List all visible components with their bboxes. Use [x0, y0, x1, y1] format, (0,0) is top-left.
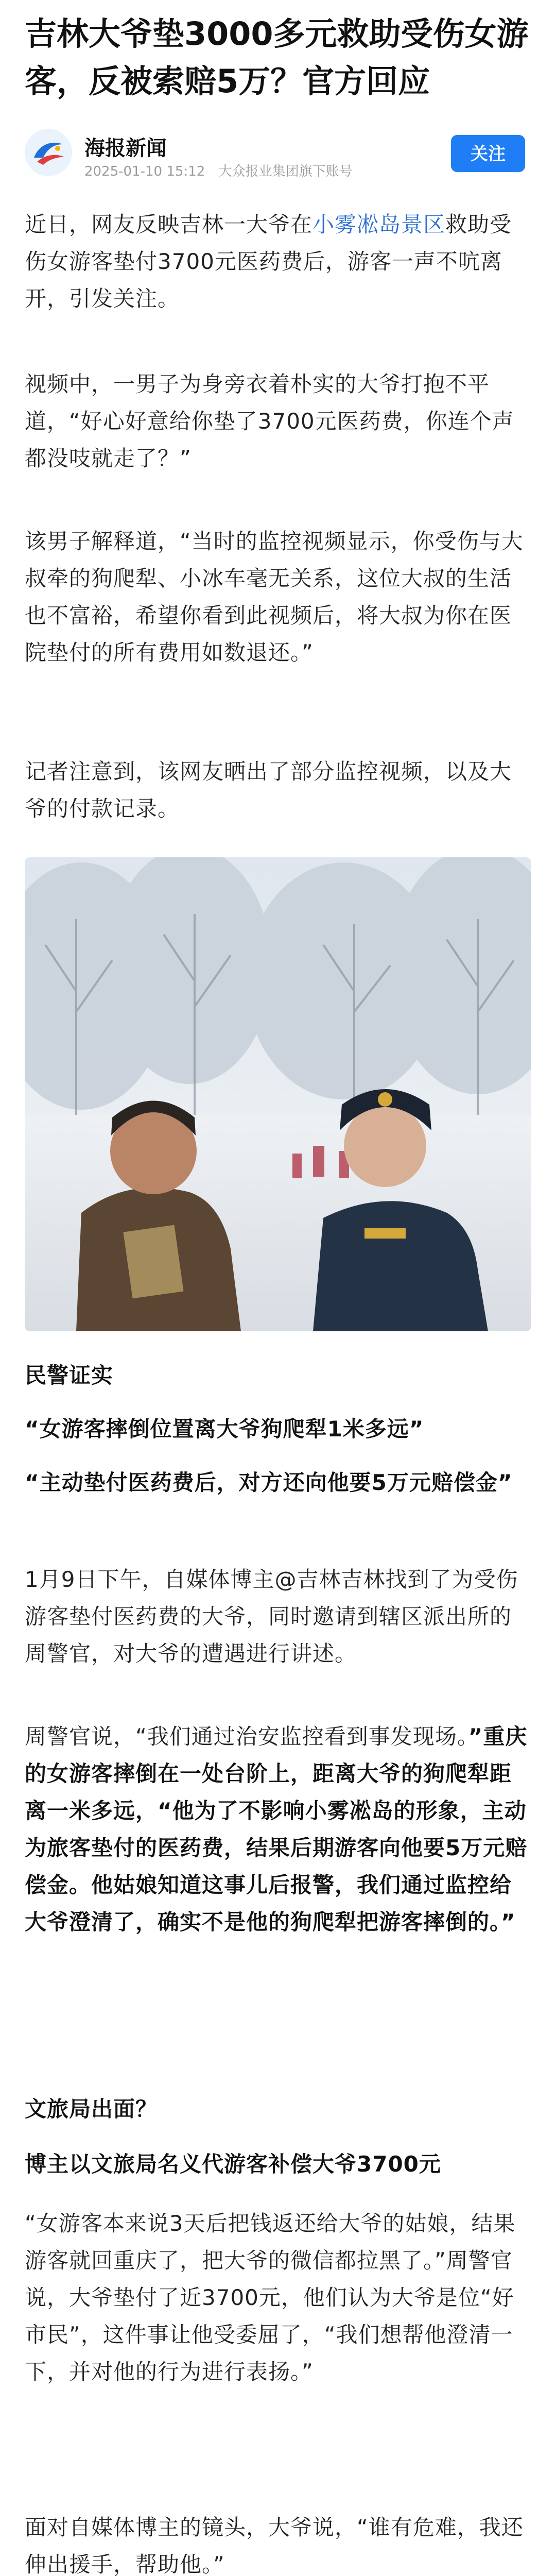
source-note: 大众报业集团旗下账号: [218, 164, 353, 179]
follow-button[interactable]: 关注: [451, 135, 525, 172]
article-title: 吉林大爷垫3000多元救助受伤女游客，反被索赔5万？官方回应: [25, 15, 529, 100]
xiaowusongdao-link[interactable]: 小雾凇岛景区: [312, 212, 446, 237]
section-heading: 文旅局出面？: [25, 2096, 158, 2122]
photo-image: [25, 857, 531, 1331]
paragraph-text: 周警官说，“我们通过治安监控看到事发现场。: [25, 1724, 468, 1749]
section-heading: 民警证实: [25, 1363, 114, 1388]
haibao-news-avatar-icon[interactable]: [25, 129, 72, 176]
paragraph-5: 1月9日下午，自媒体博主@吉林吉林找到了为受伤游客垫付医药费的大爷，同时邀请到辖区派出所的周警官，对大爷的遭遇进行讲述。: [25, 1567, 518, 1666]
paragraph-8: 面对自媒体博主的镜头，大爷说，“谁有危难，我还伸出援手，帮助他。”: [25, 2515, 524, 2576]
paragraph-7: “女游客本来说3天后把钱返还给大爷的姑娘，结果游客就回重庆了，把大爷的微信都拉黑了。”周警官说，大爷垫付了近3700元，他们认为大爷是位“好市民”，这件事让他受委屈了，“我们想帮他澄清一下，并对他的行为进行表扬。”: [25, 2211, 516, 2384]
haibao-news-logo-icon: [25, 129, 72, 176]
subheading: 博主以文旅局名义代游客补偿大爷3700元: [25, 2151, 441, 2177]
paragraph-1: [25, 206, 531, 317]
paragraph-3: 该男子解释道，“当时的监控视频显示，你受伤与大叔牵的狗爬犁、小冰车毫无关系，这位大叔的生活也不富裕，希望你看到此视频后，将大叔为你在医院垫付的所有费用如数退还。”: [25, 529, 524, 665]
paragraph-text: 近日，网友反映吉林一大爷在: [25, 212, 313, 237]
author-bar: [25, 124, 531, 185]
subheading: “女游客摔倒位置离大爷狗爬犁1米多远”: [25, 1416, 424, 1442]
paragraph-2: 视频中，一男子为身旁衣着朴实的大爷打抱不平道，“好心好意给你垫了3700元医药费，你连个声都没吱就走了？”: [25, 371, 514, 471]
subheading: “主动垫付医药费后，对方还向他要5万元赔偿金”: [25, 1470, 513, 1495]
author-name[interactable]: 海报新闻: [84, 137, 167, 160]
paragraph-bold-text: ”重庆的女游客摔倒在一处台阶上，距离大爷的狗爬犁距离一米多远，“他为了不影响小雾凇岛的形象，主动为旅客垫付的医药费，结果后期游客向他要5万元赔偿金。他姑娘知道这事儿后报警，我们通过监控给大爷澄清了，确实不是他的狗爬犁把游客摔倒的。”: [25, 1724, 528, 1935]
surveillance-photo[interactable]: [25, 857, 531, 1331]
paragraph-6: [25, 1718, 531, 1941]
paragraph-text: 救助受伤女游客垫付3700元医药费后，游客一声不吭离开，引发关注。: [25, 212, 512, 311]
publish-date: 2025-01-10 15:12: [84, 164, 205, 179]
paragraph-4: 记者注意到，该网友晒出了部分监控视频，以及大爷的付款记录。: [25, 759, 512, 821]
author-meta: [84, 161, 362, 180]
